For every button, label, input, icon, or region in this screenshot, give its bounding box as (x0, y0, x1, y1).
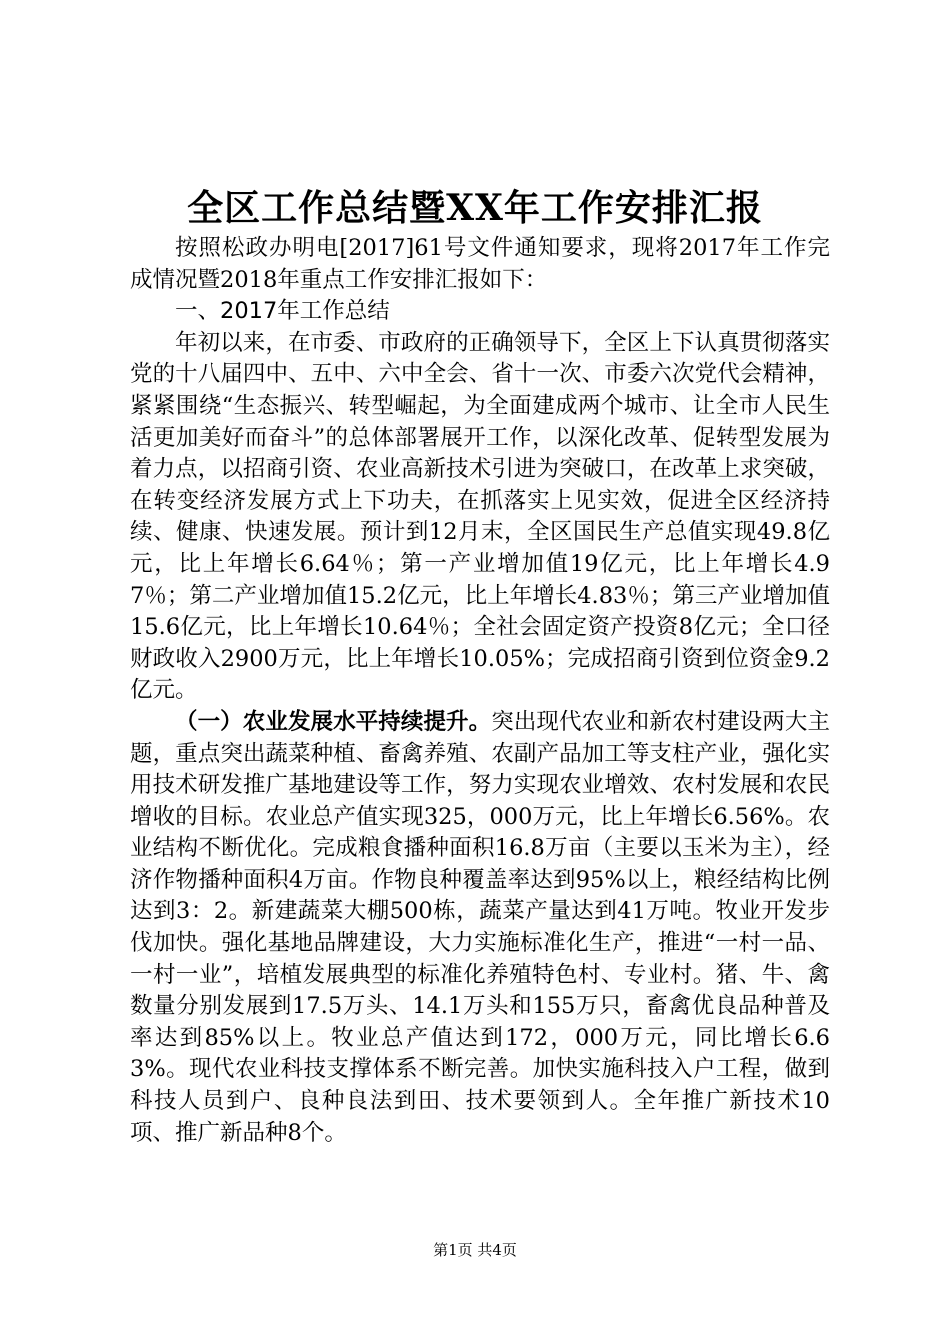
section-heading: 一、2017年工作总结 (175, 298, 390, 325)
document-body (130, 233, 830, 1149)
document-title: 全区工作总结暨XX年工作安排汇报 (187, 187, 763, 229)
agriculture-paragraph (130, 707, 830, 1149)
subsection-body: 突出现代农业和新农村建设两大主题，重点突出蔬菜种植、畜禽养殖、农副产品加工等支柱产业，强化实用技术研发推广基地建设等工作，努力实现农业增效、农村发展和农民增收的目标。农业总产值实现325，000万元，比上年增长6.56%。农业结构不断优化。完成粮食播种面积16.8万亩（主要以玉米为主），经济作物播种面积4万亩。作物良种覆盖率达到95%以上，粮经结构比例达到3：2。新建蔬菜大棚500栋，蔬菜产量达到41万吨。牧业开发步伐加快。强化基地品牌建设，大力实施标准化生产，推进“一村一品、一村一业”，培植发展典型的标准化养殖特色村、专业村。猪、牛、禽数量分别发展到17.5万头、14.1万头和155万只，畜禽优良品种普及率达到85%以上。牧业总产值达到172，000万元，同比增长6.63%。现代农业科技支撑体系不断完善。加快实施科技入户工程，做到科技人员到户、良种良法到田、技术要领到人。全年推广新技术10项、推广新品种8个。 (130, 708, 830, 1146)
summary-paragraph: 年初以来，在市委、市政府的正确领导下，全区上下认真贯彻落实党的十八届四中、五中、六中全会、省十一次、市委六次党代会精神，紧紧围绕“生态振兴、转型崛起，为全面建成两个城市、让全市人民生活更加美好而奋斗”的总体部署展开工作，以深化改革、促转型发展为着力点，以招商引资、农业高新技术引进为突破口，在改革上求突破，在转变经济发展方式上下功夫，在抓落实上见实效，促进全区经济持续、健康、快速发展。预计到12月末，全区国民生产总值实现49.8亿元，比上年增长6.64％；第一产业增加值19亿元，比上年增长4.97％；第二产业增加值15.2亿元，比上年增长4.83％；第三产业增加值15.6亿元，比上年增长10.64％；全社会固定资产投资8亿元；全口径财政收入2900万元，比上年增长10.05%；完成招商引资到位资金9.2亿元。 (130, 329, 830, 704)
subsection-lead: （一）农业发展水平持续提升。 (175, 708, 492, 735)
page-number: 第1页 共4页 (433, 1241, 517, 1259)
intro-paragraph: 按照松政办明电[2017]61号文件通知要求，现将2017年工作完成情况暨2018年重点工作安排汇报如下： (130, 235, 830, 293)
